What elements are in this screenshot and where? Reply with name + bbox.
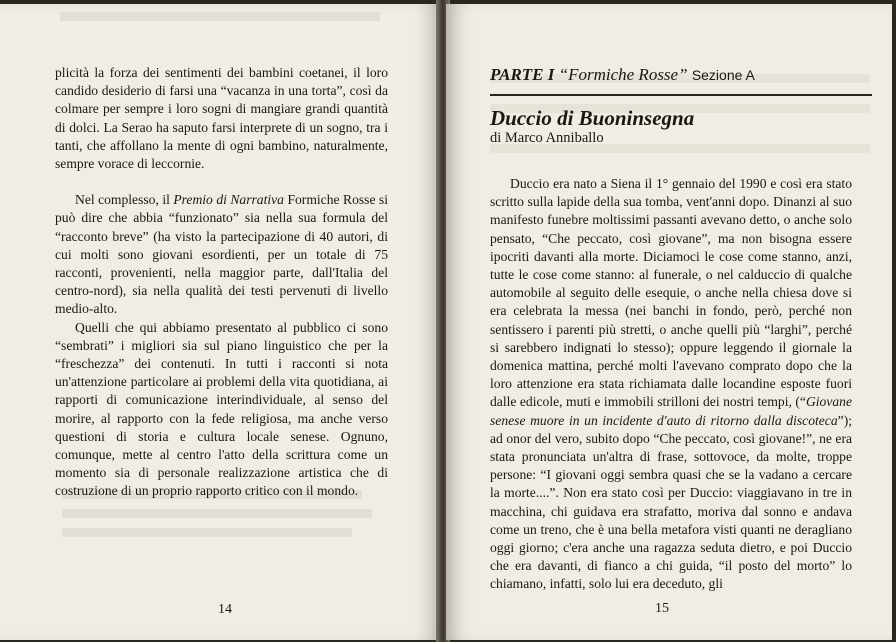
heading-rule [490,94,872,96]
premio-italic: Premio di Narrativa [173,192,284,208]
part-heading [490,64,872,86]
left-page [0,4,440,640]
story-paragraph: Duccio era nato a Siena il 1° gennaio del 1990 e così era stato scritto sulla lapide della sua tomba, vent'anni dopo. Dinanzi al suo manifesto funebre moltissimi passanti avevano detto, o anche solo pensato, “Che peccato, così giovane”, ma non bisogna essere ipocriti davanti alla morte. Diciamoci le cose come stanno, anzi, tutte le cose come stanno: al funerale, o nel calduccio di qualche automobile al seguito delle esequie, o anche nella chiesa dove si era celebrata la messa (nei banchi in fondo, però, perché non sentissero i parenti più stretti, o anche quelli più “larghi”, perché si sarebbero indignati lo stesso); oppure leggendo il giornale la domenica mattina, perché molti l'avevano comprato dopo che la loro attenzione era stata richiamata dalle locandine esposte fuori dalle edicole, muti e immobili strilloni dei nostri tempi, (“Giovane senese muore in un incidente d'auto di ritorno dalla discoteca”); ad onor del vero, subito dopo “Che peccato, così giovane!”, ne era stata pronunciata un'altra di frase, sottovoce, da molte, troppe persone: “I giovani oggi sembra quasi che se la vadano a cercare la morte....”. Non era stato così per Duccio: viaggiavano in tre in macchina, chi guidava era strafatto, moriva dal sonno e andava come un treno, che è una bella metafora visti quanti ne deragliano oggi giorno; c'era anche una ragazza seduta dietro, e poi Duccio che era davanti, di fianco a chi guida, “il posto del morto” lo chiamano, infatti, solo lui era deceduto, gli [490,176,852,592]
left-page-text [55,64,388,501]
headline-italic: Giovane senese muore in un incidente d'auto di ritorno dalla discoteca [490,394,852,428]
section-label: Sezione A [691,67,755,83]
page-number-left: 14 [218,602,232,617]
paragraph-3: Quelli che qui abbiamo presentato al pubblico ci sono “sembrati” i migliori sia sul piano linguistico che per la “freschezza” dei contenuti. In tutti i racconti si nota un'attenzione particolare ai problemi della vita quotidiana, ai rapporti di comunicazione interindividuale, al senso del morire, al rapporto con la fede religiosa, ma anche verso questioni di storia e cultura locale senese. Ognuno, comunque, mette al centro l'atto della scrittura come un momento sia di personale realizzazione artistica che di costruzione di un proprio rapporto critico con il mondo. [55,319,388,499]
part-title: “Formiche Rosse” [558,65,688,84]
story-author: di Marco Anniballo [490,130,604,146]
right-page-text [490,175,852,594]
page-number-right: 15 [655,601,669,616]
bleed-through [62,509,372,518]
story-title: Duccio di Buoninsegna [490,106,695,130]
bleed-through [60,12,380,21]
bleed-through [62,528,352,537]
right-page [446,4,892,640]
paragraph-1: plicità la forza dei sentimenti dei bambini coetanei, il loro candido desiderio di farsi una “vacanza in una torta”, così da colmare per sempre i loro sogni di mangiare grandi quantità di dolci. La Serao ha saputo farsi interprete di un sogno, tra i tanti, che affollano la mente di ogni bambino, naturalmente, sempre vorace di leccornie. [55,65,388,172]
paragraph-2: Nel complesso, il Premio di Narrativa Formiche Rosse si può dire che abbia “funzionato” sia nella sua formula del “racconto breve” (ha visto la partecipazione di 40 autori, di cui molti sono giovani esordienti, per un totale di 75 racconti, provenienti, nella maggior parte, dall'Italia del centro-nord), sia nella qualità dei testi pervenuti di livello medio-alto. [55,192,388,317]
part-label: PARTE I [490,65,555,84]
